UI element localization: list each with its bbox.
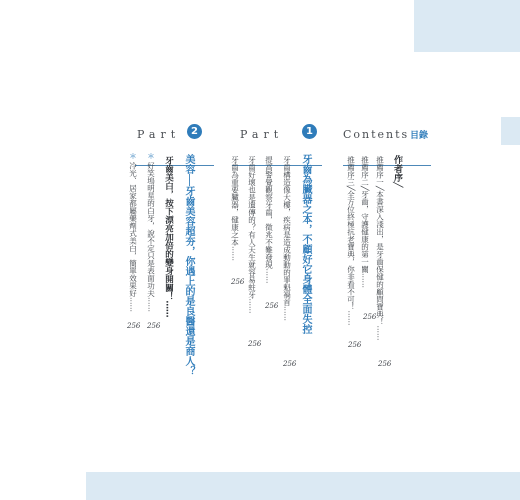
section1-item-1-page: 256 — [283, 360, 297, 368]
section2-subtitle: 牙齒美白，按下漂亮加倍的變身開關！…… — [163, 156, 174, 318]
right-decor-tab — [501, 117, 520, 145]
preface-heading: 作者序╱ — [392, 155, 402, 188]
section1-item-2-page: 256 — [265, 302, 279, 310]
section2-item-2: 冷光、居家都屬藥劑式美白，簡單效果好…… — [128, 162, 138, 312]
part2-label: Part — [137, 128, 181, 141]
section1-item-3: 牙齒好壞也是遺傳的？有人天生就容易蛀牙…… — [247, 156, 257, 314]
section2-item-1-page: 256 — [147, 322, 161, 330]
section2-item-1: 好笑塢明星的白牙，說不定只是表面功夫…… — [146, 162, 156, 312]
preface-item-1: 推薦序一╱本書深入淺出，是牙齒保健的顧問寶典！…… — [375, 156, 385, 341]
part1-number: 1 — [302, 124, 317, 139]
preface-item-2: 推薦序二╱牙齒，守護健康的第一關…… — [360, 156, 370, 289]
section1-item-4: 牙齒為重要臟器，健康之本…… — [230, 156, 240, 261]
section1-item-1: 牙齒構造像大樓，疾病是造成動動的罪魁禍首…… — [282, 156, 292, 321]
section2-item-1-bullet: ＊ — [146, 152, 156, 160]
section2-item-2-bullet: ＊ — [128, 152, 138, 160]
contents-label-cn: 目錄 — [410, 131, 429, 141]
section1-title: 牙齒為臟器之本，不顧好它身體全面失控 — [300, 154, 311, 334]
section1-item-3-page: 256 — [248, 340, 262, 348]
footer-decor-band — [86, 472, 520, 500]
contents-label: Contents — [343, 128, 410, 141]
section2-item-2-page: 256 — [127, 322, 141, 330]
part1-label: Part — [240, 128, 284, 141]
contents-rule — [343, 165, 431, 166]
section1-item-2: 提高警覺觀察牙齒，徵兆不難發現…… — [264, 156, 274, 284]
part2-number: 2 — [187, 124, 202, 139]
preface-item-3: 推薦序三╱全方位終極抗老寶典，你非看不可！…… — [346, 156, 356, 326]
section1-item-4-page: 256 — [231, 278, 245, 286]
section2-title: 美容──牙齒美容超夯，你遇上的是良醫還是商人？ — [183, 154, 194, 377]
header-decor-band — [414, 0, 520, 52]
preface-item-3-page: 256 — [348, 341, 362, 349]
preface-item-2-page: 256 — [363, 313, 377, 321]
preface-item-1-page: 256 — [378, 360, 392, 368]
